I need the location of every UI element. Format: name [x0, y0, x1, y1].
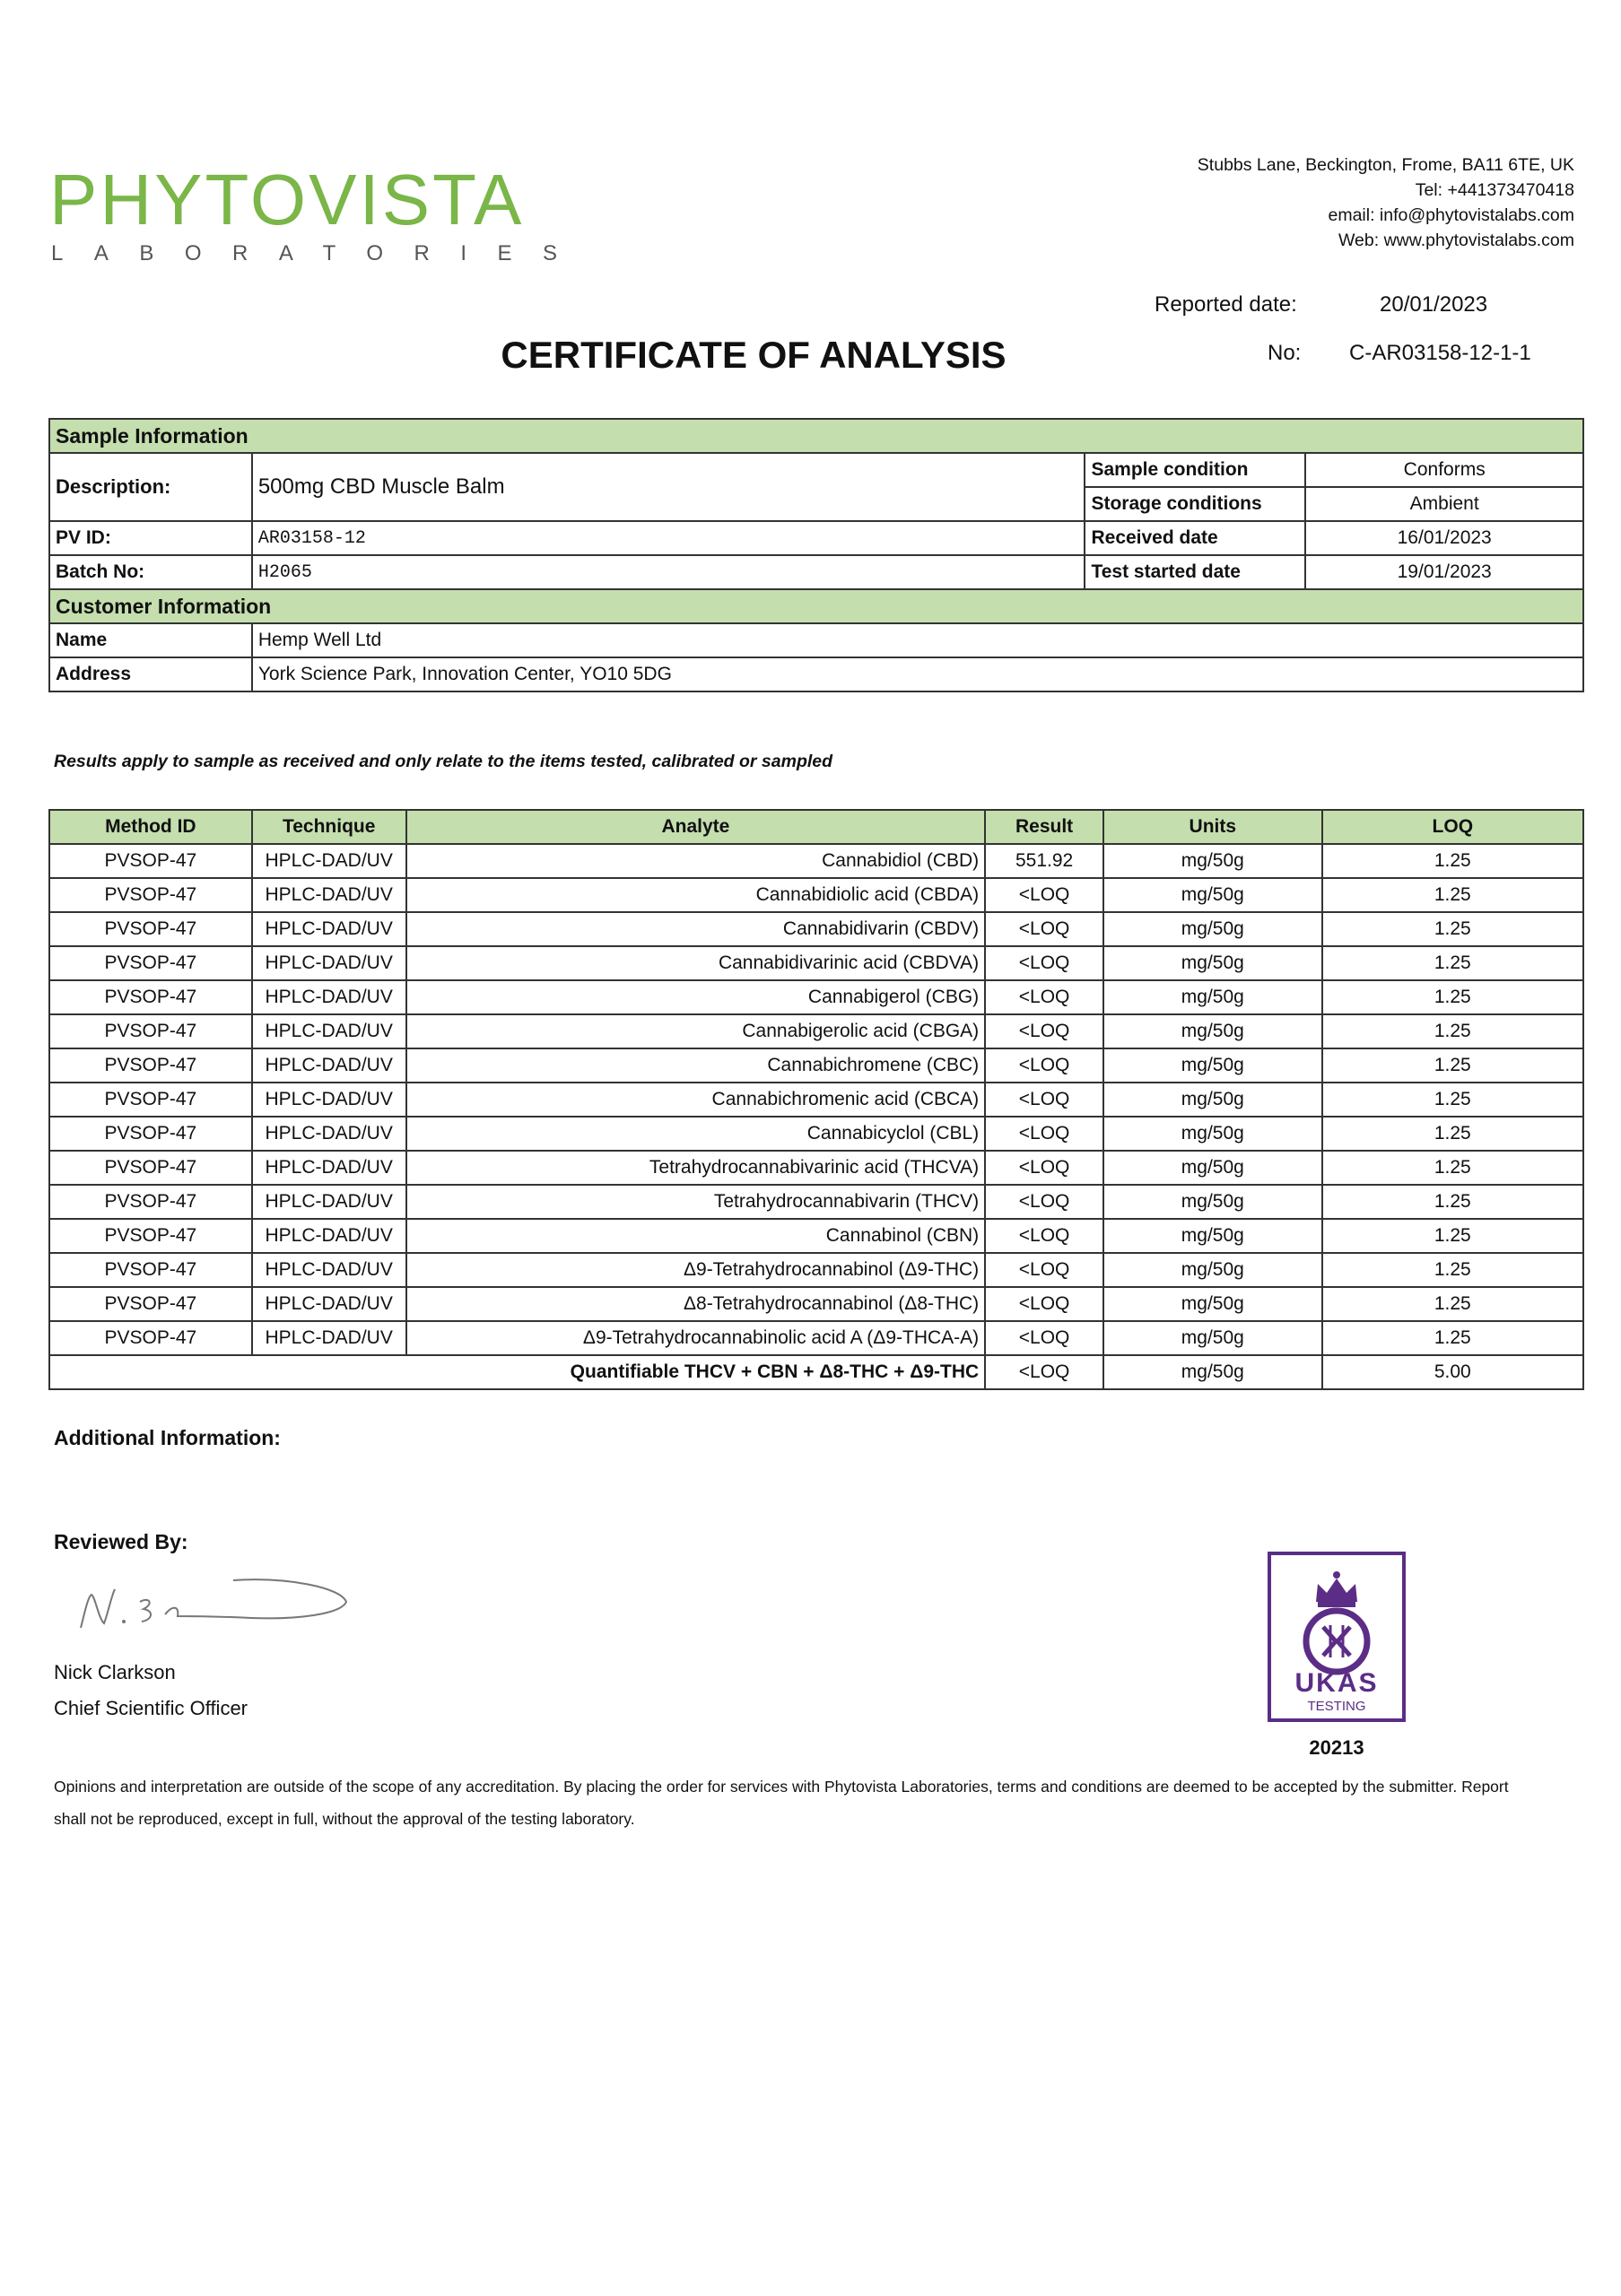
result-cell: <LOQ — [985, 1321, 1103, 1355]
storage-conditions-label: Storage conditions — [1085, 487, 1305, 521]
customer-name-value: Hemp Well Ltd — [252, 623, 1583, 657]
loq-cell: 1.25 — [1322, 1083, 1583, 1117]
customer-address-value: York Science Park, Innovation Center, YO10 5DG — [252, 657, 1583, 691]
method-cell: PVSOP-47 — [49, 1253, 252, 1287]
technique-cell: HPLC-DAD/UV — [252, 912, 406, 946]
reviewed-by-label: Reviewed By: — [54, 1530, 188, 1553]
table-row — [49, 1048, 1583, 1083]
customer-name-label: Name — [49, 623, 252, 657]
analyte-cell: Cannabinol (CBN) — [406, 1219, 986, 1253]
total-units-cell: mg/50g — [1103, 1355, 1322, 1389]
table-row — [49, 657, 1583, 691]
report-number-label: No: — [1268, 341, 1302, 365]
loq-cell: 1.25 — [1322, 912, 1583, 946]
column-header-technique: Technique — [252, 810, 406, 844]
units-cell: mg/50g — [1103, 980, 1322, 1014]
result-cell: <LOQ — [985, 878, 1103, 912]
result-cell: <LOQ — [985, 1287, 1103, 1321]
loq-cell: 1.25 — [1322, 1219, 1583, 1253]
results-body — [49, 844, 1583, 1389]
technique-cell: HPLC-DAD/UV — [252, 1321, 406, 1355]
technique-cell: HPLC-DAD/UV — [252, 980, 406, 1014]
result-cell: <LOQ — [985, 1185, 1103, 1219]
units-cell: mg/50g — [1103, 878, 1322, 912]
units-cell: mg/50g — [1103, 844, 1322, 878]
loq-cell: 1.25 — [1322, 1048, 1583, 1083]
received-date-label: Received date — [1085, 521, 1305, 555]
loq-cell: 1.25 — [1322, 1253, 1583, 1287]
reviewer-title: Chief Scientific Officer — [54, 1697, 248, 1719]
test-started-value: 19/01/2023 — [1305, 555, 1583, 589]
column-header-loq: LOQ — [1322, 810, 1583, 844]
method-cell: PVSOP-47 — [49, 912, 252, 946]
technique-cell: HPLC-DAD/UV — [252, 1185, 406, 1219]
table-row — [49, 1321, 1583, 1355]
batch-no-label: Batch No: — [49, 555, 252, 589]
technique-cell: HPLC-DAD/UV — [252, 1048, 406, 1083]
method-cell: PVSOP-47 — [49, 946, 252, 980]
result-cell: <LOQ — [985, 1253, 1103, 1287]
method-cell: PVSOP-47 — [49, 980, 252, 1014]
total-row — [49, 1355, 1583, 1389]
loq-cell: 1.25 — [1322, 844, 1583, 878]
analyte-cell: Tetrahydrocannabivarin (THCV) — [406, 1185, 986, 1219]
loq-cell: 1.25 — [1322, 1014, 1583, 1048]
pv-id-label: PV ID: — [49, 521, 252, 555]
table-row — [49, 912, 1583, 946]
analyte-cell: Cannabigerolic acid (CBGA) — [406, 1014, 986, 1048]
analyte-cell: Cannabichromene (CBC) — [406, 1048, 986, 1083]
table-row — [49, 1287, 1583, 1321]
units-cell: mg/50g — [1103, 1321, 1322, 1355]
units-cell: mg/50g — [1103, 1287, 1322, 1321]
method-cell: PVSOP-47 — [49, 1185, 252, 1219]
analyte-cell: Cannabidiolic acid (CBDA) — [406, 878, 986, 912]
address-line: Stubbs Lane, Beckington, Frome, BA11 6TE, UK — [1197, 155, 1574, 175]
analyte-cell: Cannabidivarinic acid (CBDVA) — [406, 946, 986, 980]
loq-cell: 1.25 — [1322, 1117, 1583, 1151]
reported-date-value: 20/01/2023 — [1380, 292, 1488, 317]
result-cell: <LOQ — [985, 1219, 1103, 1253]
loq-cell: 1.25 — [1322, 878, 1583, 912]
analyte-cell: Cannabigerol (CBG) — [406, 980, 986, 1014]
technique-cell: HPLC-DAD/UV — [252, 1083, 406, 1117]
sample-info-table — [48, 418, 1584, 692]
results-header-row — [49, 810, 1583, 844]
units-cell: mg/50g — [1103, 946, 1322, 980]
customer-info-header-row — [49, 589, 1583, 623]
result-cell: <LOQ — [985, 1083, 1103, 1117]
loq-cell: 1.25 — [1322, 1151, 1583, 1185]
analyte-cell: Cannabicyclol (CBL) — [406, 1117, 986, 1151]
total-blank-cell — [49, 1355, 406, 1389]
table-row — [49, 844, 1583, 878]
result-cell: <LOQ — [985, 1014, 1103, 1048]
customer-address-label: Address — [49, 657, 252, 691]
result-cell: <LOQ — [985, 1048, 1103, 1083]
description-label: Description: — [49, 453, 252, 521]
column-header-result: Result — [985, 810, 1103, 844]
units-cell: mg/50g — [1103, 1014, 1322, 1048]
table-row — [49, 946, 1583, 980]
technique-cell: HPLC-DAD/UV — [252, 1219, 406, 1253]
analyte-cell: Δ9-Tetrahydrocannabinolic acid A (Δ9-THCA-A) — [406, 1321, 986, 1355]
sample-info-header-row — [49, 419, 1583, 453]
units-cell: mg/50g — [1103, 912, 1322, 946]
table-row — [49, 878, 1583, 912]
page-title: CERTIFICATE OF ANALYSIS — [501, 334, 1007, 376]
table-row — [49, 980, 1583, 1014]
logo-subtitle: LABORATORIES — [51, 241, 588, 265]
units-cell: mg/50g — [1103, 1219, 1322, 1253]
loq-cell: 1.25 — [1322, 1185, 1583, 1219]
method-cell: PVSOP-47 — [49, 1083, 252, 1117]
column-header-method: Method ID — [49, 810, 252, 844]
result-cell: 551.92 — [985, 844, 1103, 878]
sample-condition-value: Conforms — [1305, 453, 1583, 487]
method-cell: PVSOP-47 — [49, 1219, 252, 1253]
logo-wordmark: PHYTOVISTA — [49, 160, 525, 239]
analyte-cell: Tetrahydrocannabivarinic acid (THCVA) — [406, 1151, 986, 1185]
pv-id-value: AR03158-12 — [252, 521, 1085, 555]
technique-cell: HPLC-DAD/UV — [252, 1253, 406, 1287]
received-date-value: 16/01/2023 — [1305, 521, 1583, 555]
method-cell: PVSOP-47 — [49, 1321, 252, 1355]
ukas-badge — [1268, 1552, 1406, 1722]
email-line: email: info@phytovistalabs.com — [1328, 205, 1574, 225]
batch-no-value: H2065 — [252, 555, 1085, 589]
technique-cell: HPLC-DAD/UV — [252, 878, 406, 912]
technique-cell: HPLC-DAD/UV — [252, 1014, 406, 1048]
table-row — [49, 521, 1583, 555]
technique-cell: HPLC-DAD/UV — [252, 1117, 406, 1151]
table-row — [49, 453, 1583, 487]
loq-cell: 1.25 — [1322, 1287, 1583, 1321]
table-row — [49, 1083, 1583, 1117]
report-number-value: C-AR03158-12-1-1 — [1349, 341, 1531, 365]
total-loq-cell: 5.00 — [1322, 1355, 1583, 1389]
ukas-sub: TESTING — [1307, 1699, 1366, 1714]
ukas-label: UKAS — [1294, 1668, 1379, 1698]
additional-info-label: Additional Information: — [54, 1426, 281, 1449]
result-cell: <LOQ — [985, 912, 1103, 946]
description-value: 500mg CBD Muscle Balm — [252, 453, 1085, 521]
units-cell: mg/50g — [1103, 1151, 1322, 1185]
analyte-cell: Cannabichromenic acid (CBCA) — [406, 1083, 986, 1117]
analyte-cell: Cannabidivarin (CBDV) — [406, 912, 986, 946]
sample-condition-label: Sample condition — [1085, 453, 1305, 487]
method-cell: PVSOP-47 — [49, 1014, 252, 1048]
results-scope-note: Results apply to sample as received and only relate to the items tested, calibrated or sampled — [54, 752, 833, 771]
technique-cell: HPLC-DAD/UV — [252, 946, 406, 980]
analyte-cell: Cannabidiol (CBD) — [406, 844, 986, 878]
table-row — [49, 1253, 1583, 1287]
table-row — [49, 555, 1583, 589]
column-header-units: Units — [1103, 810, 1322, 844]
method-cell: PVSOP-47 — [49, 1048, 252, 1083]
loq-cell: 1.25 — [1322, 1321, 1583, 1355]
signature-icon — [72, 1570, 359, 1650]
loq-cell: 1.25 — [1322, 980, 1583, 1014]
technique-cell: HPLC-DAD/UV — [252, 1287, 406, 1321]
units-cell: mg/50g — [1103, 1185, 1322, 1219]
reported-date-label: Reported date: — [1155, 292, 1297, 317]
test-started-label: Test started date — [1085, 555, 1305, 589]
result-cell: <LOQ — [985, 980, 1103, 1014]
web-line: Web: www.phytovistalabs.com — [1338, 230, 1574, 250]
units-cell: mg/50g — [1103, 1117, 1322, 1151]
table-row — [49, 1117, 1583, 1151]
column-header-analyte: Analyte — [406, 810, 986, 844]
phytovista-logo — [49, 160, 588, 267]
technique-cell: HPLC-DAD/UV — [252, 1151, 406, 1185]
table-row — [49, 1014, 1583, 1048]
storage-conditions-value: Ambient — [1305, 487, 1583, 521]
total-analyte-cell: Quantifiable THCV + CBN + Δ8-THC + Δ9-THC — [406, 1355, 986, 1389]
units-cell: mg/50g — [1103, 1083, 1322, 1117]
sample-info-title: Sample Information — [49, 419, 1583, 453]
method-cell: PVSOP-47 — [49, 878, 252, 912]
units-cell: mg/50g — [1103, 1048, 1322, 1083]
units-cell: mg/50g — [1103, 1253, 1322, 1287]
table-row — [49, 623, 1583, 657]
table-row — [49, 1151, 1583, 1185]
table-row — [49, 1219, 1583, 1253]
result-cell: <LOQ — [985, 946, 1103, 980]
lab-address-block — [1198, 152, 1574, 253]
results-table — [48, 809, 1584, 1390]
table-row — [49, 1185, 1583, 1219]
method-cell: PVSOP-47 — [49, 844, 252, 878]
loq-cell: 1.25 — [1322, 946, 1583, 980]
reviewer-name: Nick Clarkson — [54, 1661, 176, 1683]
customer-info-title: Customer Information — [49, 589, 1583, 623]
result-cell: <LOQ — [985, 1117, 1103, 1151]
ukas-number: 20213 — [1309, 1736, 1364, 1759]
method-cell: PVSOP-47 — [49, 1287, 252, 1321]
analyte-cell: Δ8-Tetrahydrocannabinol (Δ8-THC) — [406, 1287, 986, 1321]
analyte-cell: Δ9-Tetrahydrocannabinol (Δ9-THC) — [406, 1253, 986, 1287]
technique-cell: HPLC-DAD/UV — [252, 844, 406, 878]
result-cell: <LOQ — [985, 1151, 1103, 1185]
total-result-cell: <LOQ — [985, 1355, 1103, 1389]
disclaimer-text: Opinions and interpretation are outside of the scope of any accreditation. By placing the order for services with Phytovista Laboratories, terms and conditions are deemed to be accepted by the submitter. Report shall not be reproduced, except in full, without the approval of the testing laboratory. — [54, 1778, 1509, 1828]
method-cell: PVSOP-47 — [49, 1151, 252, 1185]
method-cell: PVSOP-47 — [49, 1117, 252, 1151]
phone-line: Tel: +441373470418 — [1415, 180, 1574, 200]
